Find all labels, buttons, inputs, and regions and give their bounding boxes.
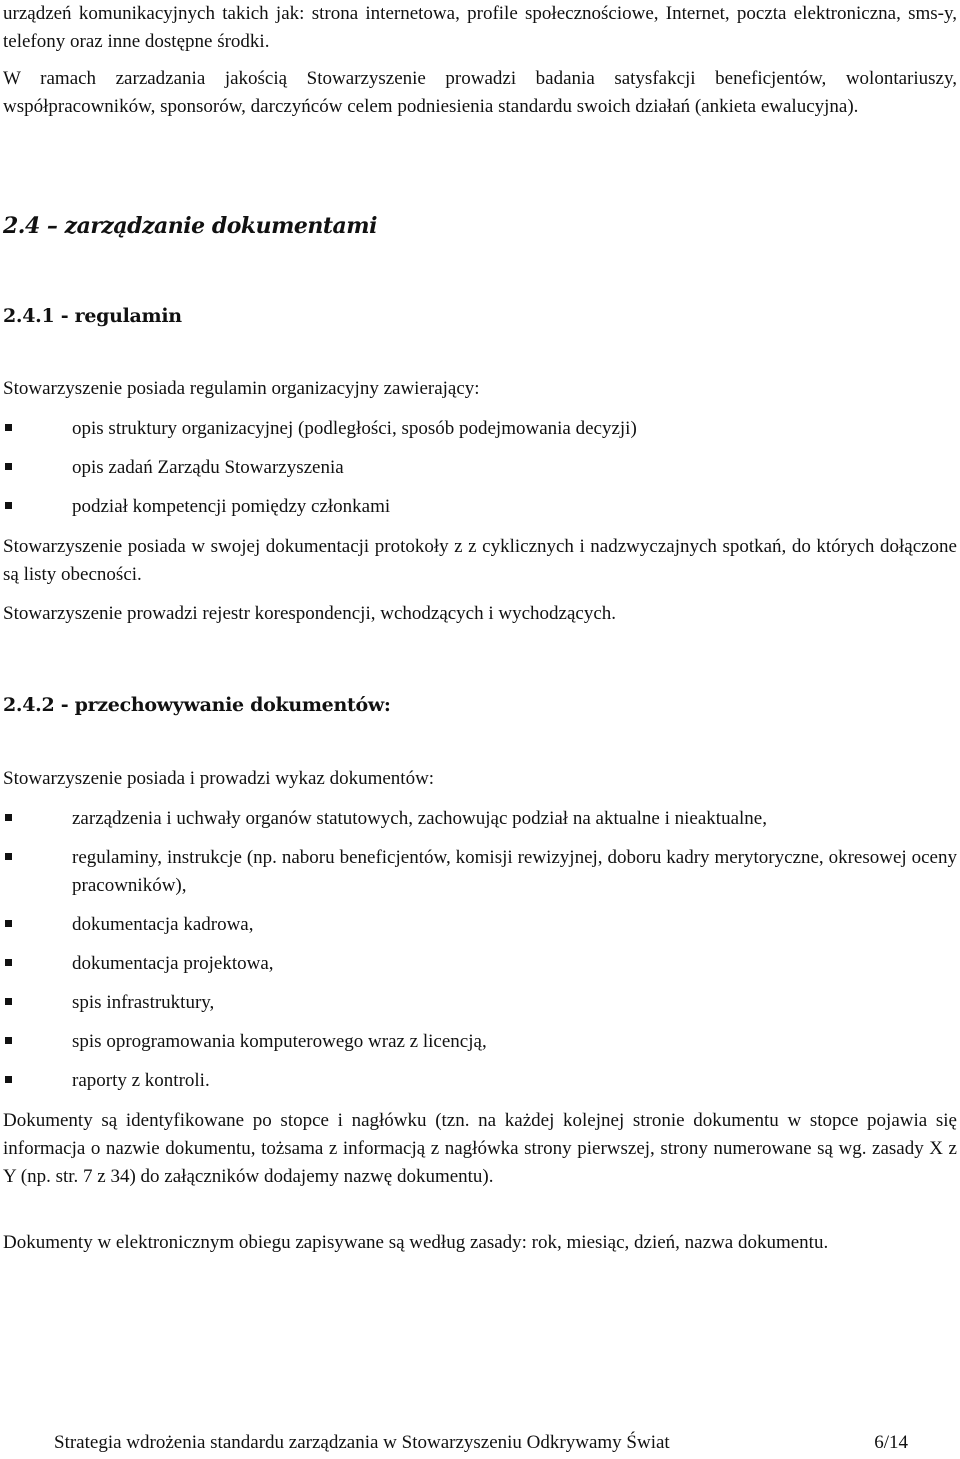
list-item (3, 1028, 957, 1056)
list-item-text: dokumentacja kadrowa, (72, 914, 254, 935)
documents-bullet-list (3, 805, 957, 1095)
page-footer (54, 1429, 908, 1457)
paragraph-document-identification: Dokumenty są identyfikowane po stopce i nagłówku (tzn. na każdej kolejnej stronie dokumentu w stopce pojawia się informacja o nazwie dokumentu, tożsama z informacją z nagłówka strony pierwszej, strony numerowane są wg. zasady X z Y (np. str. 7 z 34) do załączników dodajemy nazwę dokumentu). (3, 1110, 957, 1187)
list-item (3, 493, 957, 521)
paragraph-correspondence-register: Stowarzyszenie prowadzi rejestr korespondencji, wchodzących i wychodzących. (3, 603, 617, 624)
square-bullet-icon (5, 998, 12, 1005)
list-item-text: podział kompetencji pomiędzy członkami (72, 496, 391, 517)
documents-intro: Stowarzyszenie posiada i prowadzi wykaz dokumentów: (3, 768, 435, 789)
square-bullet-icon (5, 1037, 12, 1044)
square-bullet-icon (5, 853, 12, 860)
paragraph-protocols: Stowarzyszenie posiada w swojej dokumentacji protokoły z z cyklicznych i nadzwyczajnych spotkań, do których dołączone są listy obecności. (3, 536, 957, 585)
square-bullet-icon (5, 959, 12, 966)
list-item-text: raporty z kontroli. (72, 1070, 210, 1091)
list-item (3, 454, 957, 482)
list-item-text: zarządzenia i uchwały organów statutowych, zachowując podział na aktualne i nieaktualne, (72, 808, 767, 829)
list-item (3, 805, 957, 833)
list-item (3, 415, 957, 443)
list-item (3, 950, 957, 978)
list-item-text: dokumentacja projektowa, (72, 953, 274, 974)
section-heading-2-4-2: 2.4.2 - przechowywanie dokumentów: (3, 694, 391, 716)
paragraph-communication-tools: urządzeń komunikacyjnych takich jak: strona internetowa, profile społecznościowe, Internet, poczta elektroniczna, sms-y, telefony oraz inne dostępne środki. (3, 3, 957, 52)
list-item-text: spis oprogramowania komputerowego wraz z licencją, (72, 1031, 487, 1052)
list-item (3, 989, 957, 1017)
paragraph-electronic-naming: Dokumenty w elektronicznym obiegu zapisywane są według zasady: rok, miesiąc, dzień, nazwa dokumentu. (3, 1232, 829, 1253)
list-item-text: spis infrastruktury, (72, 992, 215, 1013)
square-bullet-icon (5, 1076, 12, 1083)
regulamin-intro: Stowarzyszenie posiada regulamin organizacyjny zawierający: (3, 378, 480, 399)
regulamin-bullet-list (3, 415, 957, 521)
square-bullet-icon (5, 814, 12, 821)
list-item-text: opis struktury organizacyjnej (podległości, sposób podejmowania decyzji) (72, 418, 637, 439)
page-number: 6/14 (874, 1432, 908, 1453)
section-heading-2-4-1: 2.4.1 - regulamin (3, 305, 182, 327)
paragraph-quality-management: W ramach zarzadzania jakością Stowarzyszenie prowadzi badania satysfakcji beneficjentów, wolontariuszy, współpracowników, sponsorów, darczyńców celem podniesienia standardu swoich działań (ankieta ewalucyjna). (3, 68, 957, 117)
section-heading-2-4: 2.4 – zarządzanie dokumentami (3, 213, 377, 239)
list-item (3, 911, 957, 939)
list-item-text: regulaminy, instrukcje (np. naboru beneficjentów, komisji rewizyjnej, doboru kadry merytoryczne, okresowej oceny pracowników), (72, 847, 957, 896)
square-bullet-icon (5, 424, 12, 431)
list-item (3, 844, 957, 900)
list-item-text: opis zadań Zarządu Stowarzyszenia (72, 457, 344, 478)
footer-title: Strategia wdrożenia standardu zarządzania w Stowarzyszeniu Odkrywamy Świat (54, 1432, 670, 1453)
square-bullet-icon (5, 463, 12, 470)
square-bullet-icon (5, 920, 12, 927)
list-item (3, 1067, 957, 1095)
square-bullet-icon (5, 502, 12, 509)
